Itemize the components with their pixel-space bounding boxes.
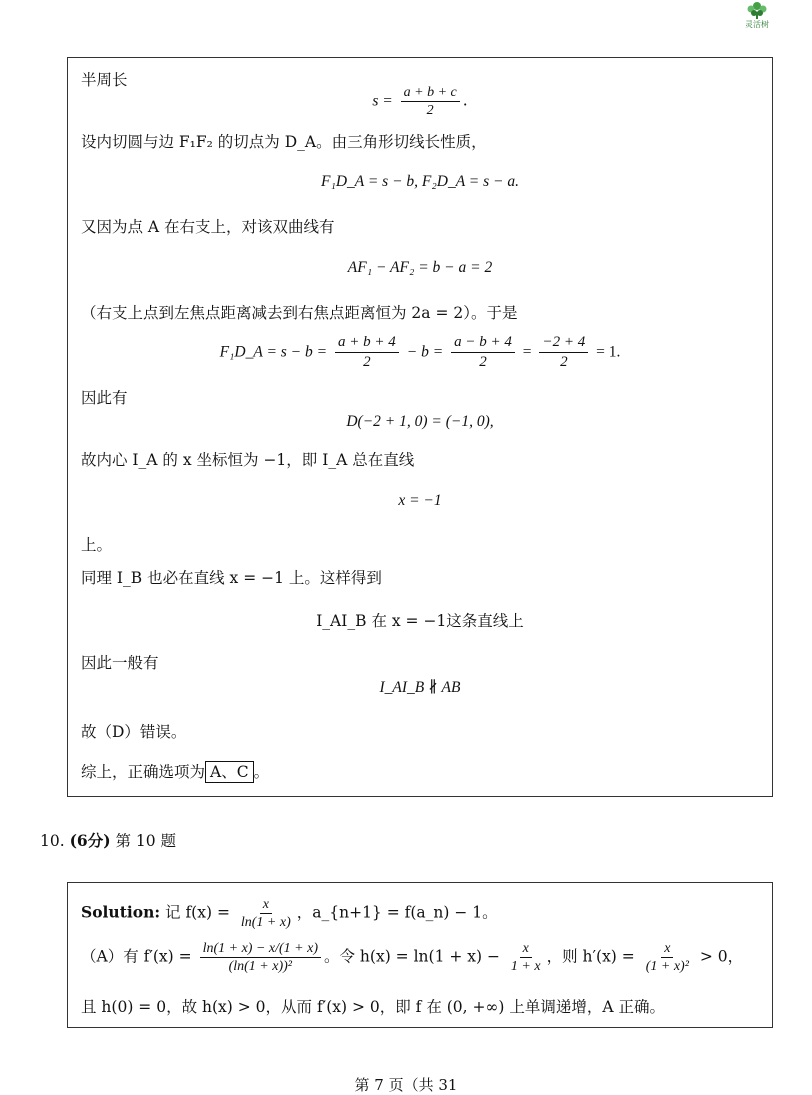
- text-line: 因此一般有: [81, 654, 159, 672]
- fraction: $\frac{a + b + c}{2}$: [401, 85, 460, 118]
- formula-point-d: D(−2 + 1, 0) = (−1, 0),: [346, 413, 494, 430]
- formula-tangent-lengths: F₁D_A = s − b, F₂D_A = s − a.: [320, 173, 519, 190]
- text-line: 故内心 I_A 的 x 坐标恒为 −1，即 I_A 总在直线: [81, 451, 415, 469]
- fraction: $\frac{a - b + 4}{2}$: [451, 334, 515, 371]
- text-line: 半周长: [81, 71, 128, 89]
- solution-box-9: [67, 57, 773, 797]
- text-line: 又因为点 A 在右支上，对该双曲线有: [81, 218, 335, 236]
- page-footer: 第 7 页（共 31: [354, 1076, 458, 1094]
- formula-iaib-not-parallel: I_AI_B ∦ AB: [379, 679, 461, 696]
- text-line: 因此有: [81, 389, 128, 407]
- solution-label: Solution:: [81, 902, 161, 922]
- solution-line-3: 且 h(0) = 0，故 h(x) > 0，从而 f′(x) > 0，即 f 在 (0, +∞) 上单调递增，A 正确。: [81, 998, 666, 1016]
- question-score: (6分): [69, 831, 111, 850]
- formula-semi-perimeter: s = $\frac{a + b + c}{2}$ .: [372, 85, 468, 118]
- fraction: $\frac{a + b + 4}{2}$: [335, 334, 399, 371]
- formula-f1da: F₁D_A = s − b = $\frac{a + b + 4}{2}$ − b = $\frac{a - b + 4}{2}$ = $\frac{-2 + 4}{2}$ = 1.: [219, 334, 621, 370]
- tree-logo-icon: [744, 0, 770, 20]
- formula-hyperbola-distance: AF₁ − AF₂ = b − a = 2: [347, 259, 493, 276]
- fraction: $\frac{x}{\text{(1 + x)²}}$: [645, 941, 689, 974]
- text-line: 上。: [81, 536, 113, 554]
- fraction: $\frac{x}{1 + x}$: [510, 941, 541, 974]
- fraction: $\frac{-2 + 4}{2}$: [539, 334, 588, 371]
- fraction: $\frac{\ln(1 + x) - x/(1 + x)}{\text{(ln(1 + x))²}}$: [200, 941, 321, 974]
- answer-box: A、C: [205, 761, 254, 783]
- formula-iaib-line: I_AI_B 在 x = −1这条直线上: [316, 612, 524, 630]
- brand-logo: [735, 0, 779, 32]
- text-line: 故（D）错误。: [81, 723, 187, 741]
- logo-text: 灵活树: [745, 20, 769, 29]
- question-number: 10.: [40, 832, 65, 850]
- text-line: 设内切圆与边 F₁F₂ 的切点为 D_A。由三角形切线长性质，: [81, 133, 487, 151]
- text-line: （右支上点到左焦点距离减去到右焦点距离恒为 2a = 2）。于是: [81, 304, 518, 322]
- question-heading: [40, 829, 176, 851]
- formula-line-x: x = −1: [398, 492, 442, 509]
- question-title: 第 10 题: [115, 832, 177, 850]
- solution-box-10: [67, 882, 773, 1028]
- text-line: 同理 I_B 也必在直线 x = −1 上。这样得到: [81, 569, 382, 587]
- conclusion-line: 综上，正确选项为 A、C 。: [81, 763, 270, 781]
- solution-line-2: （A）有 f′(x) = $\frac{\ln(1 + x) - x/(1 + x)}{\text{(ln(1 + x))²}}$ 。令 h(x) = ln(1 + x) − $\frac{x}{1 + x}$ ，则 h′(x) = $\frac{x}{\text{(1 + x)²}}$ > 0，: [81, 941, 744, 974]
- fraction: $\frac{x}{\ln(1 + x)}$: [240, 897, 291, 930]
- solution-line-1: Solution: 记 f(x) = $\frac{x}{\ln(1 + x)}$ ，a_{n+1} = f(a_n) − 1。: [81, 897, 498, 930]
